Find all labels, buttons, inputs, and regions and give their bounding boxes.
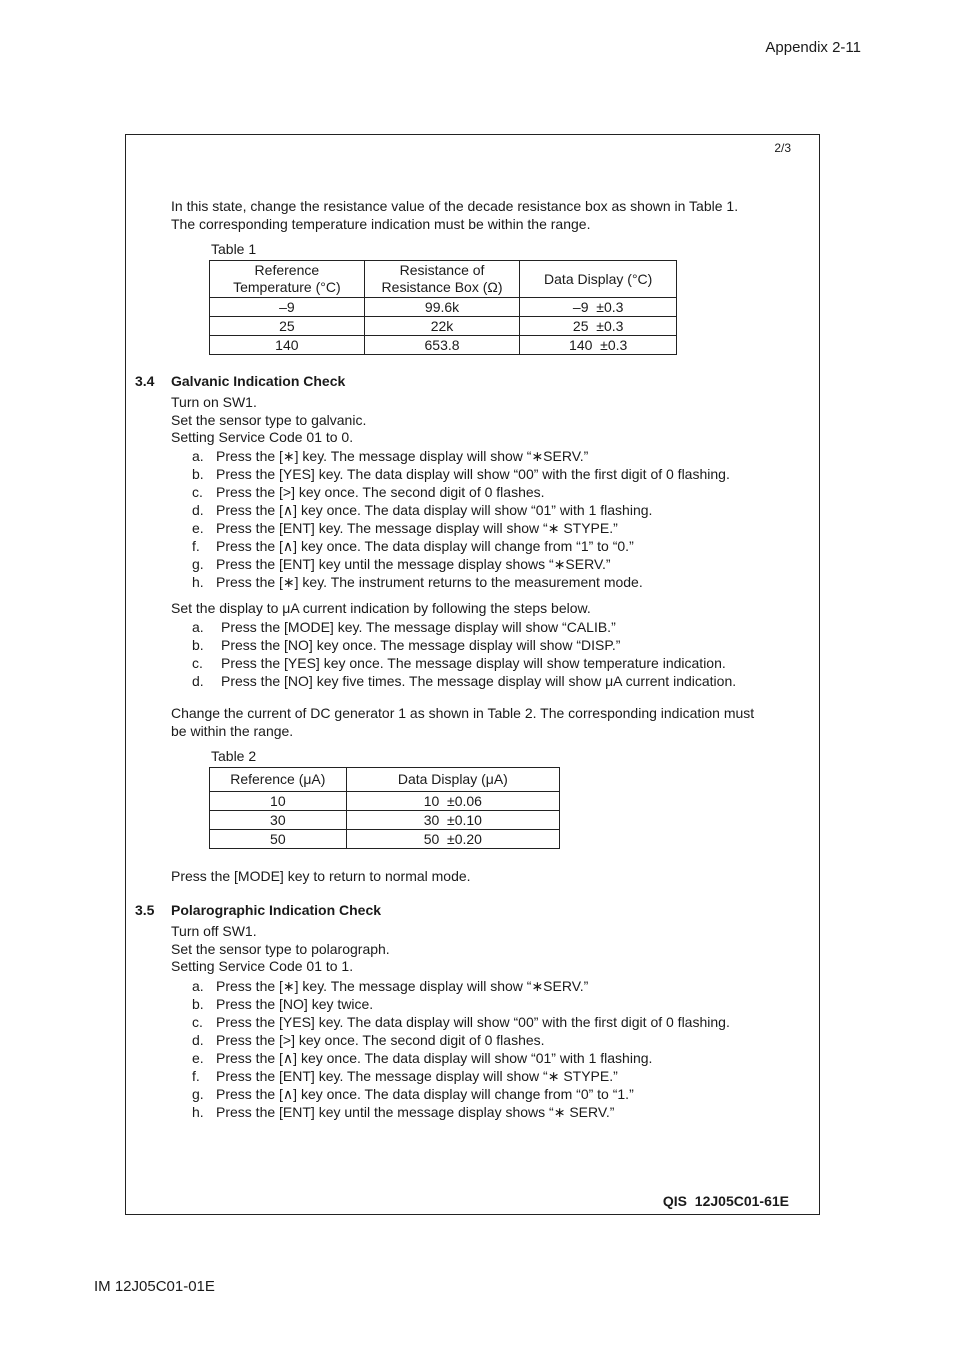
document-id: IM 12J05C01-01E xyxy=(94,1278,215,1295)
intro-paragraph xyxy=(171,198,738,233)
mode-return-text: Press the [MODE] key to return to normal mode. xyxy=(171,868,471,884)
table-cell: 99.6k xyxy=(364,298,520,317)
table2-header-cell: Reference (μA) xyxy=(210,768,347,792)
table2 xyxy=(209,767,560,849)
text-line: Turn on SW1. xyxy=(171,394,257,410)
table2-header-cell: Data Display (μA) xyxy=(346,768,559,792)
ua-steps xyxy=(192,618,736,690)
table-row xyxy=(210,298,677,317)
section-title: Galvanic Indication Check xyxy=(171,373,346,389)
table-cell: 22k xyxy=(364,317,520,336)
table1-header-cell: Data Display (°C) xyxy=(520,261,677,298)
list-item: a. Press the [∗] key. The message display will show “∗SERV.” xyxy=(192,448,589,464)
table-cell: –9 xyxy=(210,298,365,317)
ua-intro: Set the display to μA current indication by following the steps below. xyxy=(171,600,591,616)
table2-header-row xyxy=(210,768,560,792)
section-3-4-intro xyxy=(171,394,366,447)
table-cell: 50 ±0.20 xyxy=(346,830,559,849)
table2-caption: Table 2 xyxy=(211,748,257,764)
text-line: Set the sensor type to galvanic. xyxy=(171,411,367,428)
section-title: Polarographic Indication Check xyxy=(171,902,382,918)
table-row xyxy=(210,830,560,849)
section-number: 3.4 xyxy=(135,373,155,389)
list-item: h. Press the [ENT] key until the message display shows “∗ SERV.” xyxy=(192,1104,615,1120)
intro-line: The corresponding temperature indication must be within the range. xyxy=(171,215,591,232)
intro-line: In this state, change the resistance value of the decade resistance box as shown in Table 1. xyxy=(171,198,739,214)
table-cell: 140 ±0.3 xyxy=(520,336,677,355)
text-line: Set the sensor type to polarograph. xyxy=(171,940,390,957)
list-item: d. Press the [>] key once. The second digit of 0 flashes. xyxy=(192,1032,545,1048)
list-item: b. Press the [NO] key once. The message display will show “DISP.” xyxy=(192,637,621,653)
table-cell: 30 ±0.10 xyxy=(346,811,559,830)
table-row xyxy=(210,317,677,336)
text-line: Turn off SW1. xyxy=(171,923,257,939)
list-item: g. Press the [ENT] key until the message display shows “∗SERV.” xyxy=(192,556,611,572)
list-item: d. Press the [∧] key once. The data display will show “01” with 1 flashing. xyxy=(192,502,653,518)
section-number: 3.5 xyxy=(135,902,155,918)
list-item: e. Press the [∧] key once. The data display will show “01” with 1 flashing. xyxy=(192,1050,653,1066)
table1 xyxy=(209,260,677,355)
list-item: c. Press the [YES] key once. The message display will show temperature indication. xyxy=(192,655,726,671)
list-item: b. Press the [NO] key twice. xyxy=(192,996,374,1012)
table1-header-cell: Reference Temperature (°C) xyxy=(210,261,365,298)
text-line: be within the range. xyxy=(171,722,294,739)
list-item: d. Press the [NO] key five times. The message display will show μA current indication. xyxy=(192,673,737,689)
table-row xyxy=(210,811,560,830)
section-3-5-heading xyxy=(135,902,381,918)
section-3-4-steps xyxy=(192,447,730,591)
appendix-page-label: Appendix 2-11 xyxy=(765,39,861,56)
section-3-4-heading xyxy=(135,373,345,389)
table-cell: 653.8 xyxy=(364,336,520,355)
table1-header-row xyxy=(210,261,677,298)
table-row xyxy=(210,792,560,811)
dc-generator-paragraph xyxy=(171,705,754,740)
section-3-5-intro xyxy=(171,923,390,976)
list-item: a. Press the [MODE] key. The message display will show “CALIB.” xyxy=(192,619,616,635)
list-item: c. Press the [YES] key. The data display will show “00” with the first digit of 0 flashing. xyxy=(192,1014,730,1030)
text-line: Setting Service Code 01 to 1. xyxy=(171,958,354,974)
sheet-page-number: 2/3 xyxy=(774,141,791,155)
table1-caption: Table 1 xyxy=(211,241,257,257)
list-item: h. Press the [∗] key. The instrument returns to the measurement mode. xyxy=(192,574,643,590)
table1-header-cell: Resistance of Resistance Box (Ω) xyxy=(364,261,520,298)
table-cell: 140 xyxy=(210,336,365,355)
table-cell: 25 ±0.3 xyxy=(520,317,677,336)
table-cell: –9 ±0.3 xyxy=(520,298,677,317)
list-item: f. Press the [∧] key once. The data display will change from “1” to “0.” xyxy=(192,538,634,554)
table-cell: 10 ±0.06 xyxy=(346,792,559,811)
list-item: f. Press the [ENT] key. The message display will show “∗ STYPE.” xyxy=(192,1068,618,1084)
table-cell: 30 xyxy=(210,811,347,830)
section-3-5-steps xyxy=(192,977,730,1121)
text-line: Setting Service Code 01 to 0. xyxy=(171,429,354,445)
qis-code: QIS 12J05C01-61E xyxy=(662,1193,789,1209)
list-item: a. Press the [∗] key. The message display will show “∗SERV.” xyxy=(192,978,589,994)
text-line: Change the current of DC generator 1 as shown in Table 2. The corresponding indication must xyxy=(171,705,755,721)
table-cell: 25 xyxy=(210,317,365,336)
table-row xyxy=(210,336,677,355)
list-item: e. Press the [ENT] key. The message display will show “∗ STYPE.” xyxy=(192,520,618,536)
qis-sheet-frame xyxy=(125,134,820,1215)
list-item: b. Press the [YES] key. The data display will show “00” with the first digit of 0 flashing. xyxy=(192,466,730,482)
table-cell: 50 xyxy=(210,830,347,849)
list-item: c. Press the [>] key once. The second digit of 0 flashes. xyxy=(192,484,545,500)
list-item: g. Press the [∧] key once. The data display will change from “0” to “1.” xyxy=(192,1086,634,1102)
table-cell: 10 xyxy=(210,792,347,811)
